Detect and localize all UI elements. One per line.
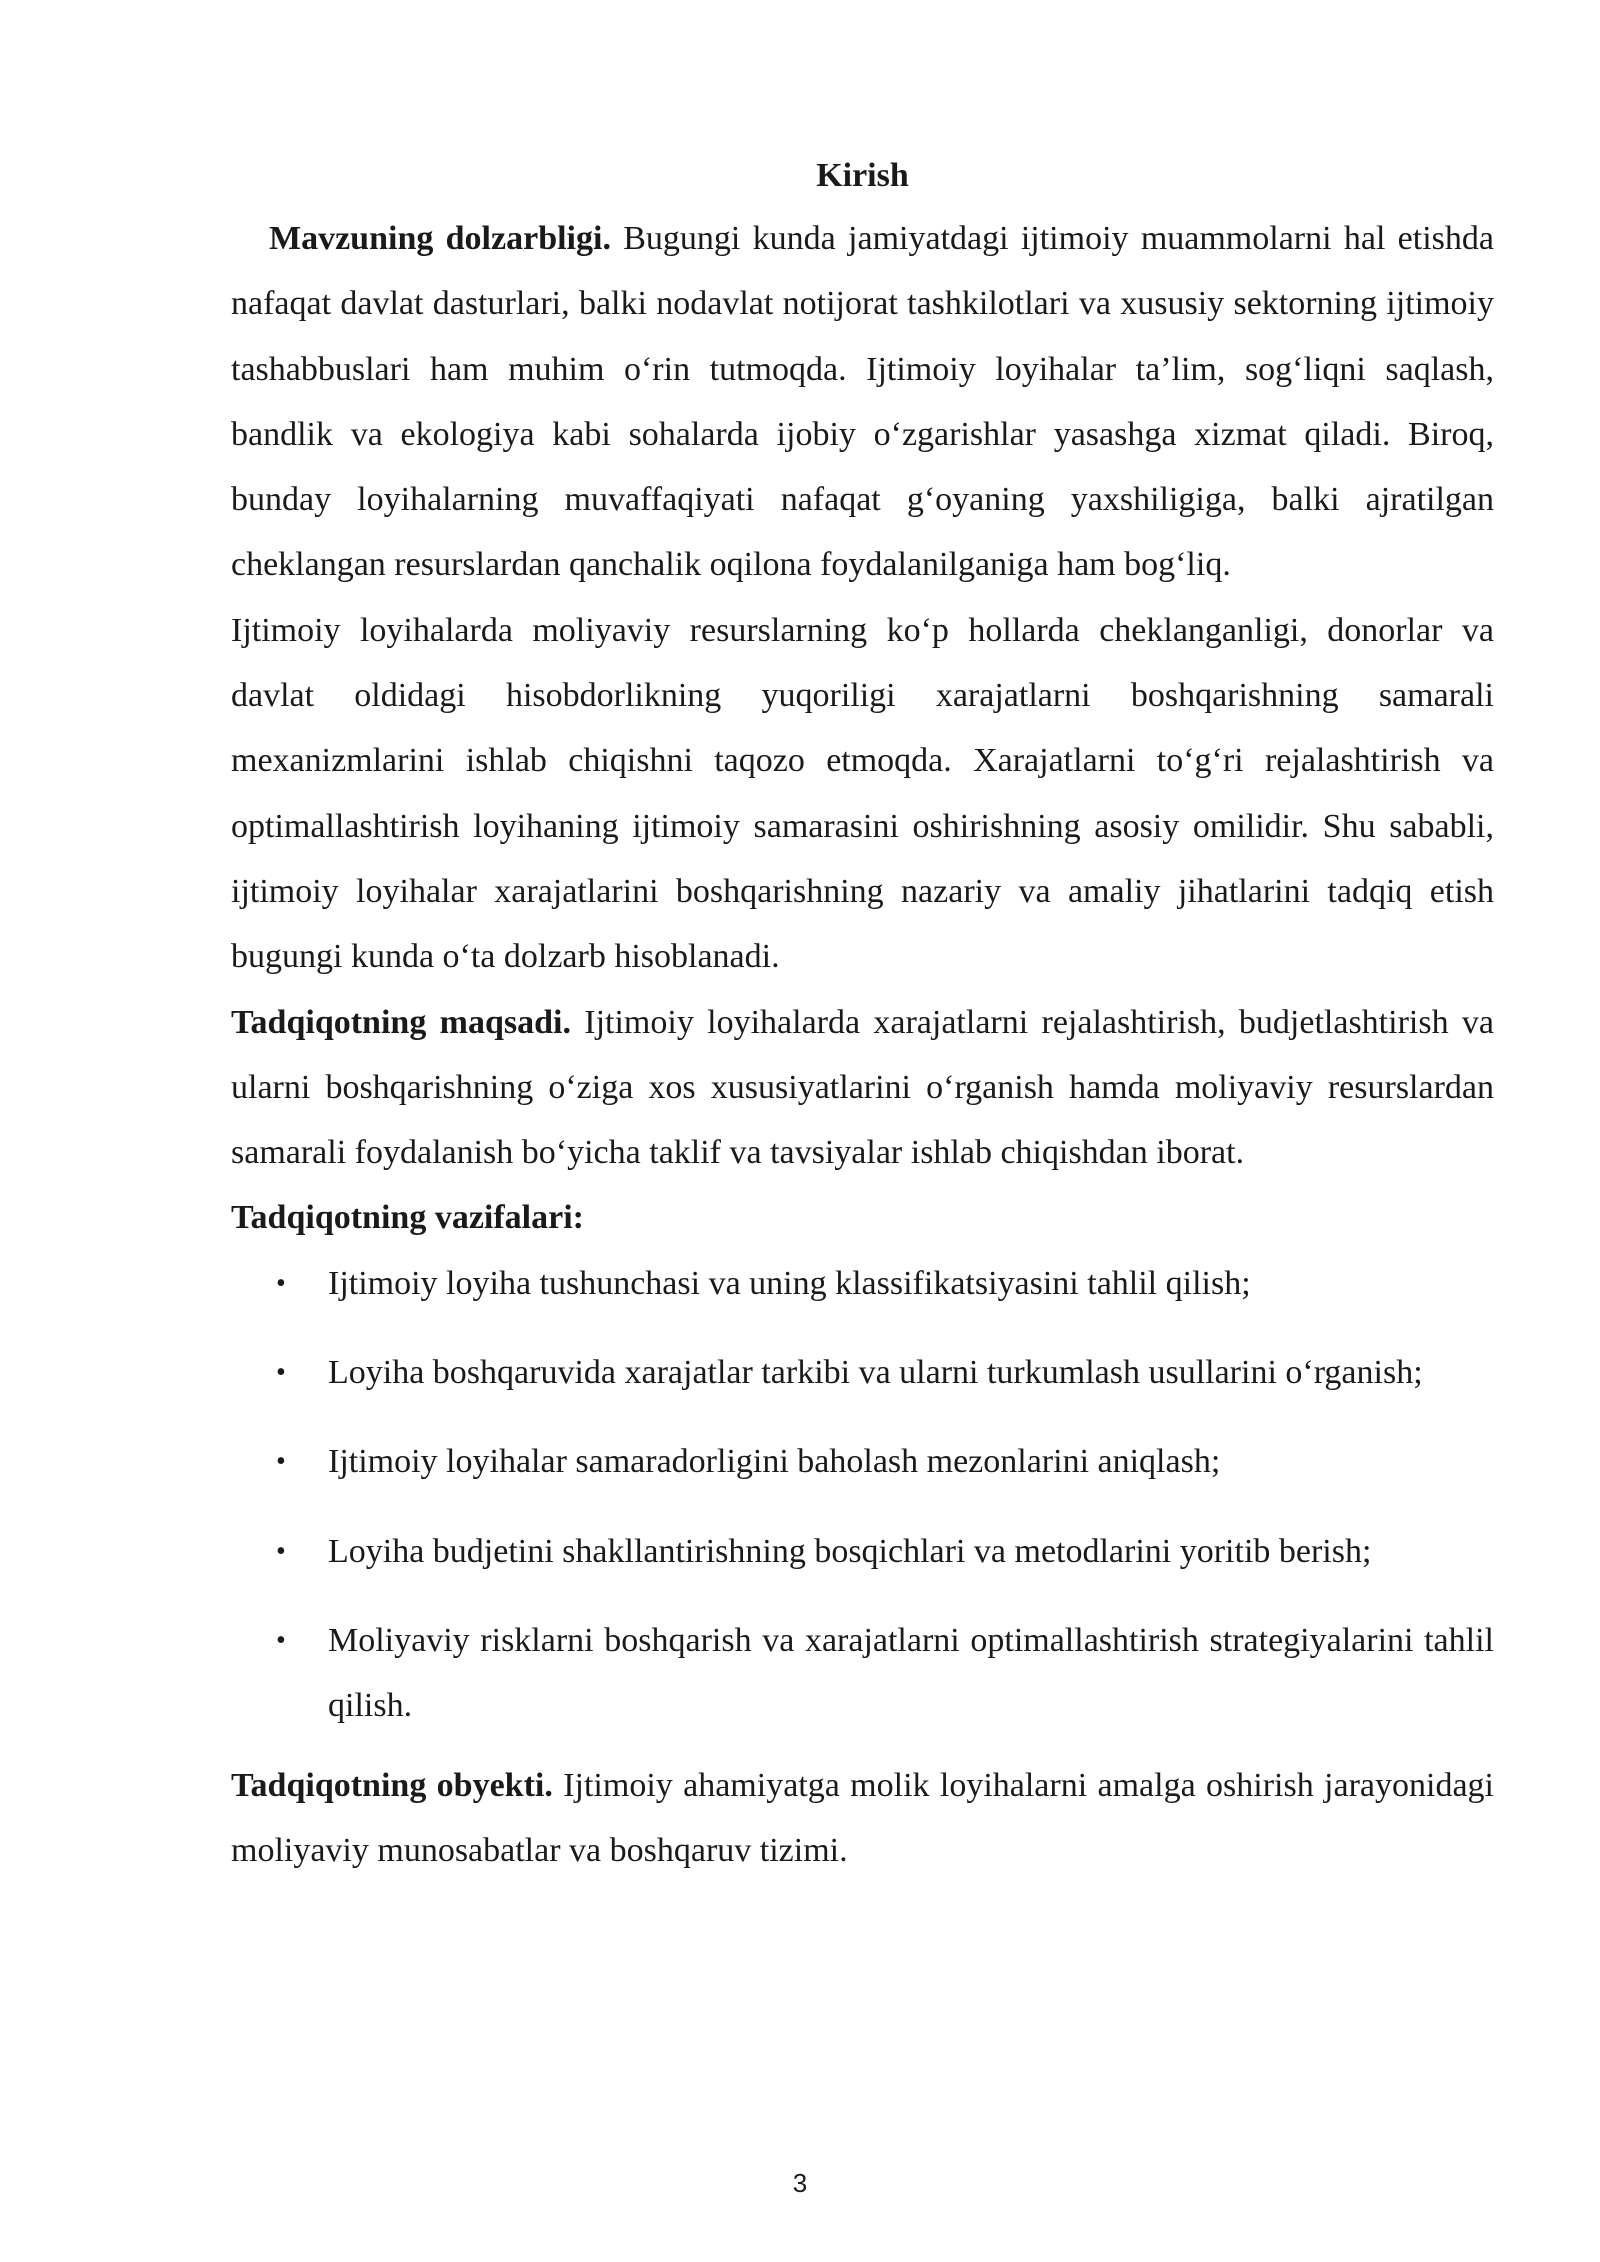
list-item-text: Loyiha boshqaruvida xarajatlar tarkibi va ularni turkumlash usullarini o‘rganish;: [328, 1354, 1423, 1392]
relevance-text: Bugungi kunda jamiyatdagi ijtimoiy muammolarni hal etishda nafaqat davlat dasturlari, balki nodavlat notijorat tashkilotlari va xususiy sektorning ijtimoiy tashabbuslari ham muhim o‘rin tutmoqda. Ijtimoiy loyihalar ta’lim, sog‘liqni saqlash, bandlik va ekologiya kabi sohalarda ijobiy o‘zgarishlar yasashga xizmat qiladi. Biroq, bunday loyihalarning muvaffaqiyati nafaqat g‘oyaning yaxshiligiga, balki ajratilgan cheklangan resurslardan qanchalik oqilona foydalanilganiga ham bog‘liq.: [231, 220, 1494, 584]
list-item: [231, 1251, 1494, 1316]
relevance-label: Mavzuning dolzarbligi.: [269, 220, 611, 257]
list-item: [231, 1429, 1494, 1494]
object-label: Tadqiqotning obyekti.: [231, 1766, 553, 1804]
object-text: Ijtimoiy ahamiyatga molik loyihalarni amalga oshirish jarayonidagi moliyaviy munosabatlar va boshqaruv tizimi.: [231, 1766, 1494, 1869]
section-title: Kirish: [816, 157, 909, 194]
relevance-paragraph: [231, 206, 1494, 598]
bullet-icon: •: [276, 1446, 286, 1478]
list-item-text: Ijtimoiy loyiha tushunchasi va uning klassifikatsiyasini tahlil qilish;: [328, 1264, 1251, 1302]
tasks-heading: Tadqiqotning vazifalari:: [231, 1199, 584, 1237]
goal-paragraph: [231, 990, 1494, 1186]
list-item: [231, 1608, 1494, 1739]
tasks-list: [231, 1251, 1494, 1739]
goal-text: Ijtimoiy loyihalarda xarajatlarni rejalashtirish, budjetlashtirish va ularni boshqarishning o‘ziga xos xususiyatlarini o‘rganish hamda moliyaviy resurslardan samarali foydalanish bo‘yicha taklif va tavsiyalar ishlab chiqishdan iborat.: [231, 1003, 1494, 1172]
bullet-icon: •: [276, 1357, 286, 1389]
list-item: [231, 1519, 1494, 1584]
bullet-icon: •: [276, 1535, 286, 1567]
page-number: 3: [792, 2168, 808, 2198]
list-item-text: Moliyaviy risklarni boshqarish va xarajatlarni optimallashtirish strategiyalarini tahlil qilish.: [328, 1621, 1494, 1725]
object-paragraph: [231, 1753, 1494, 1884]
list-item-text: Ijtimoiy loyihalar samaradorligini baholash mezonlarini aniqlash;: [328, 1443, 1221, 1481]
bullet-icon: •: [276, 1267, 286, 1299]
justification-paragraph: Ijtimoiy loyihalarda moliyaviy resurslarning ko‘p hollarda cheklanganligi, donorlar va davlat oldidagi hisobdorlikning yuqoriligi xarajatlarni boshqarishning samarali mexanizmlarini ishlab chiqishni taqozo etmoqda. Xarajatlarni to‘g‘ri rejalashtirish va optimallashtirish loyihaning ijtimoiy samarasini oshirishning asosiy omilidir. Shu sababli, ijtimoiy loyihalar xarajatlarini boshqarishning nazariy va amaliy jihatlarini tadqiq etish bugungi kunda o‘ta dolzarb hisoblanadi.: [231, 611, 1494, 976]
list-item-text: Loyiha budjetini shakllantirishning bosqichlari va metodlarini yoritib berish;: [328, 1532, 1372, 1570]
list-item: [231, 1340, 1494, 1405]
bullet-icon: •: [276, 1624, 286, 1656]
page-content: [231, 146, 1494, 1883]
goal-label: Tadqiqotning maqsadi.: [231, 1003, 571, 1041]
